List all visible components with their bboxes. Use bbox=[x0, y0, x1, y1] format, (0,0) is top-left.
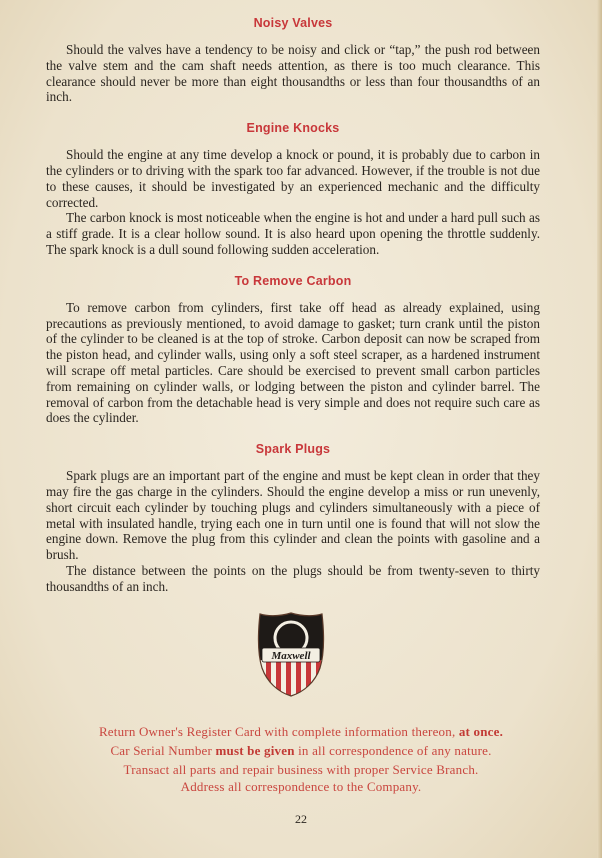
footer-at-once: at once. bbox=[458, 724, 504, 739]
footer-line-address: Address all correspondence to the Company. bbox=[180, 779, 422, 794]
paragraph-spark-plugs-2: The distance between the points on the plugs should be from twenty-seven to thirty thousandths of an inch. bbox=[46, 562, 540, 594]
heading-remove-carbon: To Remove Carbon bbox=[234, 273, 352, 288]
shield-icon bbox=[256, 610, 326, 698]
footer-must-be-given: must be given bbox=[215, 743, 295, 758]
heading-noisy-valves: Noisy Valves bbox=[253, 16, 333, 30]
heading-spark-plugs: Spark Plugs bbox=[255, 442, 331, 457]
heading-engine-knocks: Engine Knocks bbox=[246, 121, 340, 136]
footer-line-service: Transact all parts and repair business with proper Service Branch. bbox=[123, 762, 479, 777]
paragraph-remove-carbon: To remove carbon from cylinders, first take off head as already explained, using precautions as previously mentioned, to avoid damage to gasket; turn crank until the piston of the cylinder to be cleaned is at the top of stroke. Carbon deposit can now be scraped from the piston head, and cylinder walls, using only a soft steel scraper, as a hardened instrument will scrape off metal particles. Care should be exercised to prevent small carbon particles from remaining on cylinder walls, or lodging between the piston and cylinder barrel. The removal of carbon from the detachable head is very simple and does not require such care as does the cylinder. bbox=[46, 299, 540, 426]
footer-serial-rest: in all correspondence of any nature. bbox=[298, 743, 492, 758]
paragraph-engine-knocks-2: The carbon knock is most noticeable when the engine is hot and under a hard pull such as a stiff grade. It is a clear hollow sound. It is also heard upon opening the throttle suddenly. The spark knock is a dull sound following sudden acceleration. bbox=[46, 210, 540, 257]
logo-wordmark: Maxwell bbox=[271, 650, 311, 662]
footer-line-register bbox=[0, 724, 602, 740]
paragraph-noisy-valves: Should the valves have a tendency to be noisy and click or “tap,” the push rod between the valve stem and the cam shaft needs attention, as there is too much clearance. This clearance should never be more than eight thousandths or less than four thousandths of an inch. bbox=[46, 42, 540, 105]
footer-serial-label: Car Serial Number bbox=[110, 743, 213, 758]
paragraph-spark-plugs-1: Spark plugs are an important part of the engine and must be kept clean in order that they may fire the gas charge in the cylinders. Should the engine develop a miss or run unevenly, short circuit each cylinder by touching plugs and cylinders simultaneously with a piece of metal with insulated handle, trying each one in turn until one is found that will not slow the engine down. Remove the plug from this cylinder and clean the points with gasoline and a brush. bbox=[46, 468, 540, 563]
page-number: 22 bbox=[295, 812, 307, 826]
manual-body bbox=[46, 16, 540, 595]
footer-line-serial bbox=[0, 743, 602, 759]
footer-register-text: Return Owner's Register Card with complete information thereon, bbox=[98, 724, 456, 739]
paragraph-engine-knocks-1: Should the engine at any time develop a knock or pound, it is probably due to carbon in the cylinders or to driving with the spark too far advanced. However, if the trouble is not due to these causes, it should be investigated by an experienced mechanic and the difficulty corrected. bbox=[46, 147, 540, 210]
maxwell-shield-logo bbox=[256, 610, 326, 698]
